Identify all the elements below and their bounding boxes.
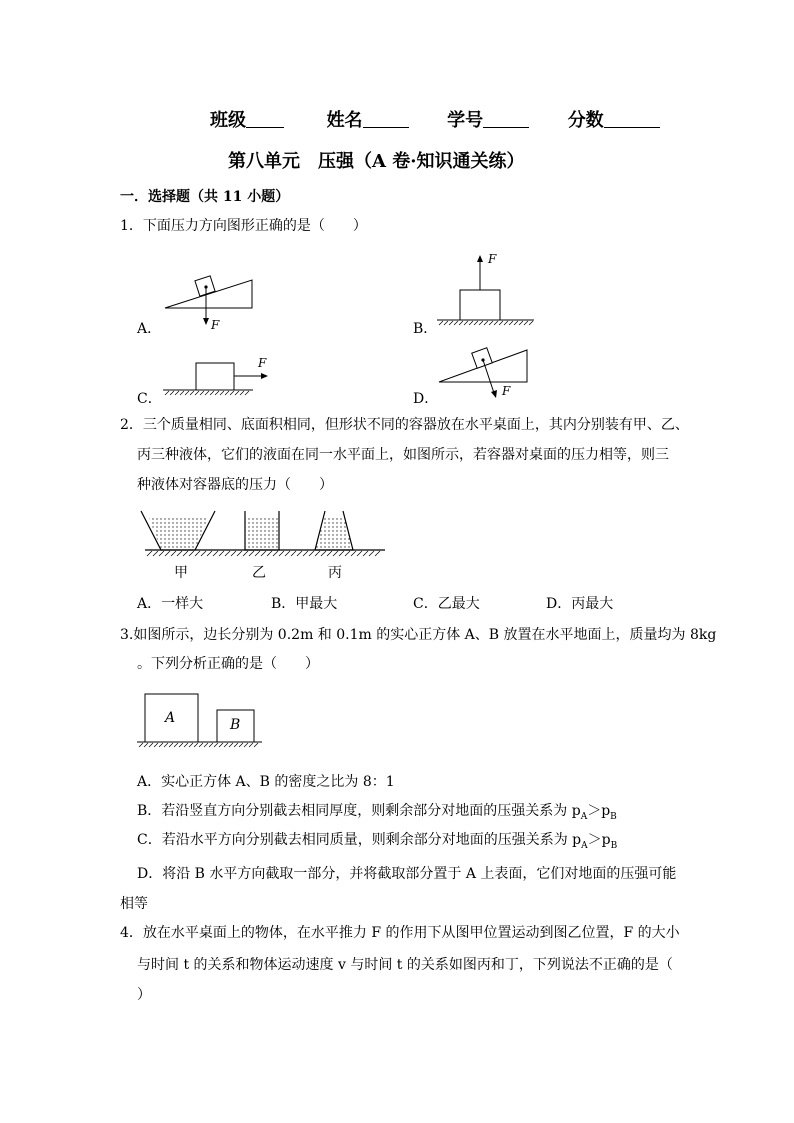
q1-stem: 1．下面压力方向图形正确的是（ ） [120, 218, 367, 234]
q4-line-1: 4．放在水平桌面上的物体，在水平推力 F 的作用下从图甲位置运动到图乙位置，F 的大小 [120, 925, 680, 941]
score-label: 分数 [567, 110, 604, 131]
q3-opt-c [137, 829, 617, 851]
q3-opt-b-gt: ＞ [587, 803, 602, 819]
q3-opt-b-p: p [601, 803, 611, 819]
q1-fig-b-force-label: F [488, 252, 497, 266]
q2-opt-c: C．乙最大 [413, 596, 480, 612]
q2-label-yi: 乙 [252, 565, 266, 581]
score-blank [604, 109, 660, 128]
q1-fig-b [437, 252, 537, 327]
q2-line-1: 2．三个质量相同、底面积相同，但形状不同的容器放在水平桌面上，其内分别装有甲、乙、 [120, 417, 689, 433]
q3-opt-d-line-1: D．将沿 B 水平方向截取一部分，并将截取部分置于 A 上表面，它们对地面的压强可能 [137, 866, 677, 882]
q4-line-3: ） [137, 987, 151, 1003]
q1-fig-d-force-label: F [502, 384, 511, 398]
q4-line-2: 与时间 t 的关系和物体运动速度 v 与时间 t 的关系如图丙和丁，下列说法不正确的是（ [137, 957, 673, 973]
q3-opt-a: A．实心正方体 A、B 的密度之比为 8：1 [137, 774, 395, 790]
q1-fig-a-force-label: F [211, 318, 220, 332]
class-label: 班级 [210, 110, 246, 131]
q1-fig-c-force-label: F [258, 356, 267, 370]
q2-label-bing: 丙 [328, 565, 342, 581]
section-heading: 一．选择题（共 11 小题） [120, 189, 290, 205]
q2-label-jia: 甲 [174, 565, 188, 581]
q2-opt-b: B．甲最大 [271, 596, 338, 612]
q3-opt-c-text: C．若沿水平方向分别截去相同质量，则剩余部分对地面的压强关系为 p [137, 832, 582, 848]
name-blank [363, 109, 409, 128]
q1-fig-d [437, 344, 537, 406]
q3-opt-d-line-2: 相等 [120, 896, 148, 912]
q1-fig-c [163, 355, 273, 405]
id-blank [483, 109, 529, 128]
q3-opt-b-sub-a: A [580, 811, 588, 822]
q3-opt-c-sub-a: A [581, 840, 588, 851]
q3-opt-c-gt: ＞ [587, 832, 602, 848]
q3-opt-b-text: B．若沿竖直方向分别截去相同厚度，则剩余部分对地面的压强关系为 p [137, 803, 581, 819]
q1-opt-a-label: A． [137, 321, 162, 337]
name-label: 姓名 [326, 110, 363, 131]
q3-opt-c-p: p [601, 832, 611, 848]
q1-opt-b-label: B． [413, 321, 438, 337]
q3-line-2: 。下列分析正确的是（ ） [137, 656, 319, 672]
page-title: 第八单元 压强（A 卷·知识通关练） [228, 151, 525, 172]
id-label: 学号 [447, 110, 484, 131]
q1-fig-a [160, 270, 260, 330]
q3-cubes-figure [137, 688, 267, 750]
q1-opt-d-label: D． [413, 391, 439, 407]
q2-line-3: 种液体对容器底的压力（ ） [137, 477, 333, 493]
q2-opt-d: D．丙最大 [546, 596, 614, 612]
q3-fig-label-a: A [165, 710, 176, 726]
header-line [210, 106, 660, 132]
q2-containers-figure [135, 505, 390, 565]
q3-opt-b [137, 800, 617, 822]
q2-opt-a: A．一样大 [137, 596, 204, 612]
class-blank [246, 109, 284, 128]
q3-opt-b-sub-b: B [610, 811, 617, 822]
q1-opt-c-label: C． [137, 391, 162, 407]
q3-fig-label-b: B [230, 717, 241, 733]
q3-opt-c-sub-b: B [610, 840, 618, 851]
q3-line-1: 3.如图所示，边长分别为 0.2m 和 0.1m 的实心正方体 A、B 放置在水平地面上，质量均为 8kg [120, 627, 717, 643]
q2-line-2: 丙三种液体，它们的液面在同一水平面上，如图所示，若容器对桌面的压力相等，则三 [137, 447, 669, 463]
